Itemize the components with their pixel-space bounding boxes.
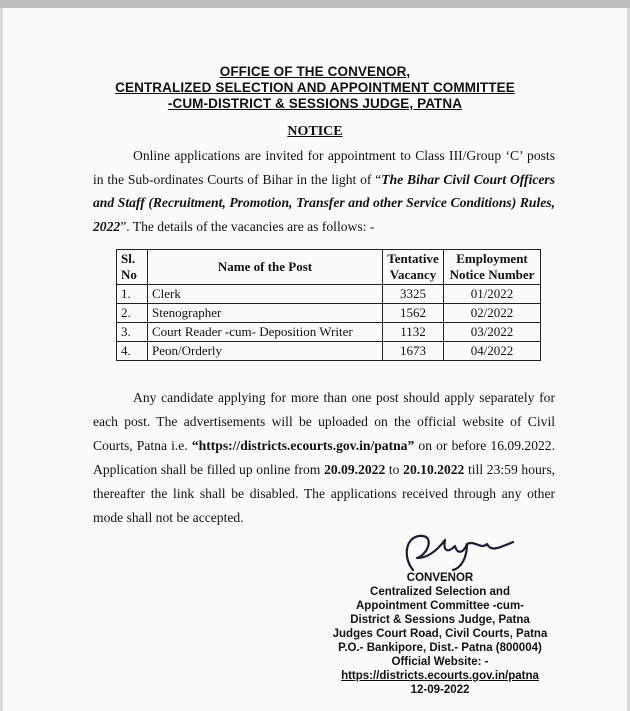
body-text-3: to [385,462,404,477]
intro-text-1: Online applications are invited for appointment to Class III/Group ‘C’ posts in the Sub-ordinates Courts of Bihar in the light of “ [93,148,555,187]
website-url: “https://districts.ecourts.gov.in/patna” [191,438,415,453]
signature-date: 12-09-2022 [410,684,470,696]
row-vacancy: 1562 [383,304,444,323]
signatory-line5: P.O.- Bankipore, Dist.- Patna (800004) [338,642,542,654]
header-notice-line2: Notice Number [449,267,535,282]
header-vacancy-line1: Tentative [387,251,439,266]
signatory-title: CONVENOR [406,572,474,584]
intro-paragraph [93,144,555,238]
table-row [117,342,541,361]
row-post: Court Reader -cum- Deposition Writer [148,323,383,342]
signature-block [290,571,590,697]
row-sl: 1. [117,285,148,304]
table-row [117,285,541,304]
header-post-name: Name of the Post [148,250,383,285]
row-vacancy: 1673 [383,342,444,361]
table-header-row [117,250,541,285]
row-post: Clerk [148,285,383,304]
row-notice: 01/2022 [444,285,541,304]
row-notice: 04/2022 [444,342,541,361]
intro-text-2: ”. The details of the vacancies are as follows: - [120,218,375,234]
header-notice-line1: Employment [456,251,528,266]
table-row [117,323,541,342]
header-sl-line1: Sl. [121,251,136,266]
header-sl [117,250,148,285]
body-paragraph [93,386,555,530]
body-text-4: till 23:59 hours, thereafter the link shall be disabled. The applications received through any other mode shall not be accepted. [93,462,556,525]
signatory-line6: Official Website: - [391,656,489,668]
date-to: 20.10.2022 [403,462,465,477]
header-vacancy [383,250,444,285]
notice-title: NOTICE [287,124,343,139]
header-committee: CENTRALIZED SELECTION AND APPOINTMENT COMMITTEE [115,80,515,95]
row-sl: 3. [117,323,148,342]
signatory-line4: Judges Court Road, Civil Courts, Patna [332,628,548,640]
row-post: Peon/Orderly [148,342,383,361]
row-notice: 03/2022 [444,323,541,342]
header-notice [444,250,541,285]
header-office: OFFICE OF THE CONVENOR, [219,64,411,79]
signatory-line2: Appointment Committee -cum- [355,600,525,612]
row-sl: 2. [117,304,148,323]
body-text-1: Any candidate applying for more than one post should apply separately for each post. The advertisements will be uploaded on the official website of Civil Courts, Patna i.e. [93,390,555,453]
header-vacancy-line2: Vacancy [389,267,437,282]
table-row [117,304,541,323]
row-vacancy: 3325 [383,285,444,304]
signatory-line1: Centralized Selection and [370,586,510,598]
row-notice: 02/2022 [444,304,541,323]
scan-top-edge [0,0,630,8]
rules-name: The Bihar Civil Court Officers and Staff (Recruitment, Promotion, Transfer and other Service Conditions) Rules, 2022 [93,171,555,234]
row-post: Stenographer [148,304,383,323]
date-from: 20.09.2022 [324,462,386,477]
header-sl-line2: No [121,267,137,282]
row-sl: 4. [117,342,148,361]
header-judge: -CUM-DISTRICT & SESSIONS JUDGE, PATNA [167,96,463,111]
signatory-website: https://districts.ecourts.gov.in/patna [341,670,539,682]
row-vacancy: 1132 [383,323,444,342]
body-text-2: on or before 16.09.2022. Application shall be filled up online from [93,438,555,477]
vacancy-table [116,249,541,361]
signatory-line3: District & Sessions Judge, Patna [350,614,530,626]
